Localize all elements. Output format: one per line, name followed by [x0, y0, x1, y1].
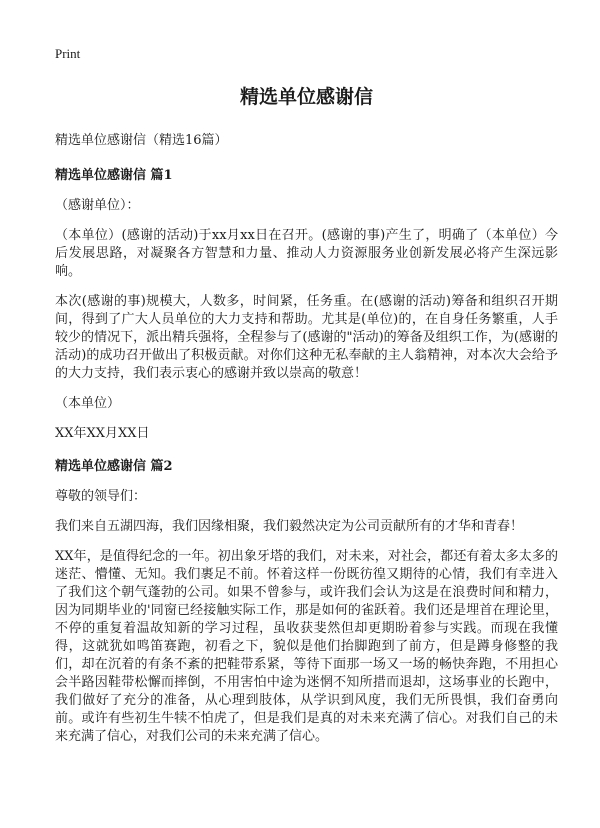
document-subtitle: 精选单位感谢信（精选16篇） [55, 133, 228, 148]
section-heading: 精选单位感谢信 篇1 [55, 168, 173, 183]
body-paragraph: （本单位）(感谢的活动)于xx月xx日在召开。(感谢的事)产生了，明确了（本单位）今后发展思路，对凝聚各方智慧和力量、推动人力资源服务业创新发展必将产生深远影响。 [55, 228, 558, 279]
body-paragraph: 本次(感谢的事)规模大，人数多，时间紧，任务重。在(感谢的活动)筹备和组织召开期间，得到了广大人员单位的大力支持和帮助。尤其是(单位)的，在自身任务繁重，人手较少的情况下，派出精兵强将，全程参与了(感谢的"活动)的筹备及组织工作，为(感谢的活动)的成功召开做出了积极贡献。对你们这种无私奉献的主人翁精神，对本次大会给予的大力支持，我们表示衷心的感谢并致以崇高的敬意！ [55, 294, 558, 381]
page-title: 精选单位感谢信 [239, 86, 373, 108]
salutation: 尊敬的领导们： [55, 489, 147, 504]
letter-section-2 [55, 455, 558, 746]
body-paragraph: XX年，是值得纪念的一年。初出象牙塔的我们，对未来，对社会，都还有着太多太多的迷茫、懵懂、无知。我们裹足不前。怀着这样一份既彷徨又期待的心情，我们有幸进入了我们这个朝气蓬勃的公司。如果不曾参与，或许我们会认为这是在浪费时间和精力，因为同期毕业的'同窗已经接触实际工作，那是如何的雀跃着。我们还是埋首在理论里，不停的重复着温故知新的学习过程，虽收获斐然但却更期盼着参与实践。而现在我懂得，这就犹如鸣笛赛跑，初看之下，貌似是他们抬脚跑到了前方，但是蹲身修整的我们，却在沉着的有条不紊的把鞋带系紧，等待下面那一场又一场的畅快奔跑，不用担心会半路因鞋带松懈而摔倒，不用害怕中途为迷惘不知所措而退却，这场事业的长跑中，我们做好了充分的准备，从心理到肢体，从学识到风度，我们无所畏惧，我们奋勇向前。或许有些初生牛犊不怕虎了，但是我们是真的对未来充满了信心。对我们自己的未来充满了信心，对我们公司的未来充满了信心。 [55, 549, 558, 744]
date-line: XX年XX月XX日 [55, 426, 150, 441]
letter-section-1 [55, 164, 558, 443]
salutation: （感谢单位）： [55, 198, 140, 213]
print-label: Print [55, 46, 81, 61]
signature: （本单位） [55, 396, 121, 411]
body-paragraph: 我们来自五湖四海，我们因缘相聚，我们毅然决定为公司贡献所有的才华和青春！ [55, 519, 524, 534]
section-heading: 精选单位感谢信 篇2 [55, 459, 173, 474]
